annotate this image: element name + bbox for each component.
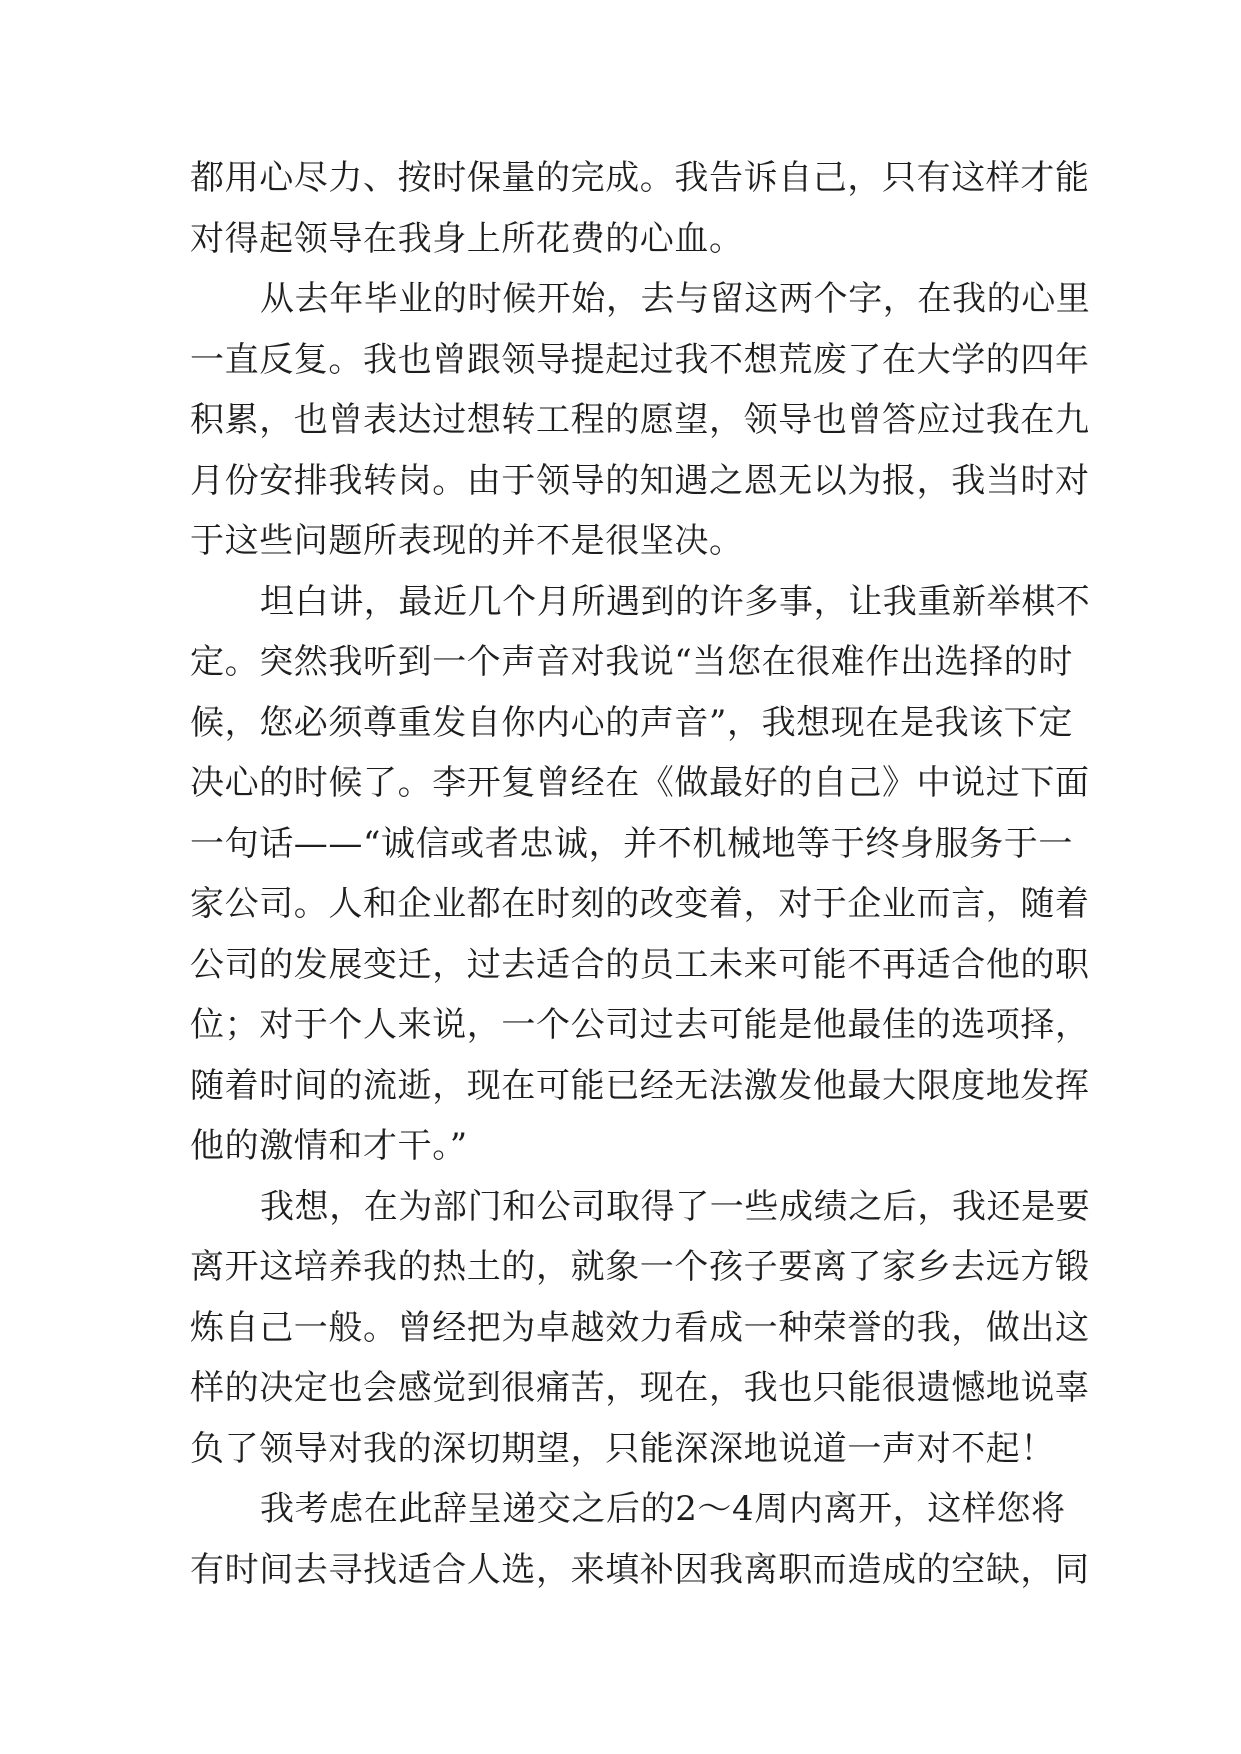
text-line: 负了领导对我的深切期望，只能深深地说道一声对不起！ bbox=[190, 1428, 1055, 1469]
paragraph-first-line: 我想，在为部门和公司取得了一些成绩之后，我还是要 bbox=[260, 1186, 1091, 1227]
paragraph-first-line: 我考虑在此辞呈递交之后的2～4周内离开，这样您将 bbox=[260, 1489, 1066, 1529]
text-line: 有时间去寻找适合人选，来填补因我离职而造成的空缺，同 bbox=[190, 1549, 1090, 1590]
text-line: 定。突然我听到一个声音对我说“当您在很难作出选择的时 bbox=[190, 642, 1073, 682]
text-line: 都用心尽力、按时保量的完成。我告诉自己，只有这样才能 bbox=[190, 158, 1090, 198]
text-line: 随着时间的流逝，现在可能已经无法激发他最大限度地发挥 bbox=[190, 1065, 1090, 1106]
text-line: 决心的时候了。李开复曾经在《做最好的自己》中说过下面 bbox=[190, 763, 1090, 803]
text-line: 炼自己一般。曾经把为卓越效力看成一种荣誉的我，做出这 bbox=[190, 1307, 1090, 1348]
text-line: 家公司。人和企业都在时刻的改变着，对于企业而言，随着 bbox=[190, 884, 1090, 924]
text-line: 候，您必须尊重发自你内心的声音”，我想现在是我该下定 bbox=[190, 702, 1073, 743]
text-line: 月份安排我转岗。由于领导的知遇之恩无以为报，我当时对 bbox=[190, 460, 1090, 501]
text-line: 离开这培养我的热土的，就象一个孩子要离了家乡去远方锻 bbox=[190, 1247, 1090, 1287]
text-line: 样的决定也会感觉到很痛苦，现在，我也只能很遗憾地说辜 bbox=[190, 1368, 1090, 1408]
paragraph-first-line: 从去年毕业的时候开始，去与留这两个字，在我的心里 bbox=[260, 279, 1091, 319]
text-line: 对得起领导在我身上所花费的心血。 bbox=[190, 218, 744, 259]
text-line: 他的激情和才干。” bbox=[190, 1126, 468, 1166]
text-line: 位；对于个人来说，一个公司过去可能是他最佳的选项择， bbox=[190, 1005, 1090, 1045]
text-line: 公司的发展变迁，过去适合的员工未来可能不再适合他的职 bbox=[190, 944, 1090, 985]
text-line: 一直反复。我也曾跟领导提起过我不想荒废了在大学的四年 bbox=[190, 339, 1090, 380]
text-line: 积累，也曾表达过想转工程的愿望，领导也曾答应过我在九 bbox=[190, 400, 1090, 440]
text-line: 于这些问题所表现的并不是很坚决。 bbox=[190, 521, 744, 561]
paragraph-first-line: 坦白讲，最近几个月所遇到的许多事，让我重新举棋不 bbox=[260, 581, 1091, 622]
body-text bbox=[190, 148, 1091, 1600]
text-line: 一句话——“诚信或者忠诚，并不机械地等于终身服务于一 bbox=[190, 823, 1073, 864]
